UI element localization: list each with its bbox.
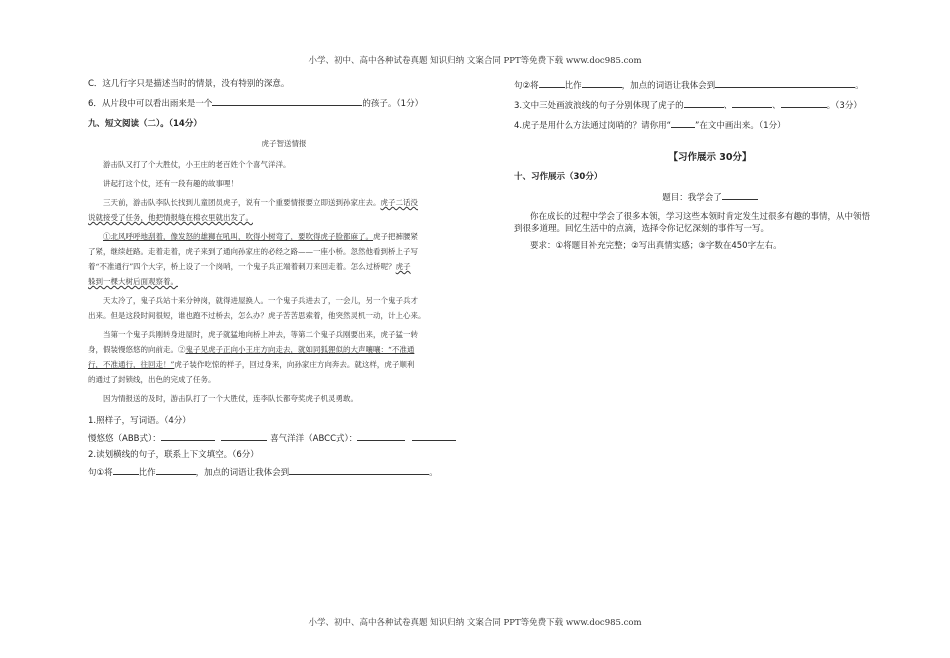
- q4-text: 4.虎子是用什么方法通过岗哨的？请你用“: [514, 121, 672, 131]
- r1-blank-2[interactable]: [582, 78, 622, 88]
- q1-abcc-label: 喜气洋洋（ABCC式）：: [270, 434, 358, 444]
- question-4: [514, 118, 906, 132]
- story-p7: 因为情报送的及时，游击队打了一个大胜仗，连李队长都夸奖虎子机灵勇敢。: [103, 394, 358, 403]
- q6-blank[interactable]: [212, 96, 362, 106]
- p3-wavy: 虎子二话没: [380, 198, 418, 207]
- q2-label-c: ，加点的词语让我体会到: [195, 468, 290, 478]
- q1-blank-1[interactable]: [161, 431, 215, 441]
- page-footer: 小学、初中、高中各种试卷真题 知识归纳 文案合同 PPT等免费下载 www.doc985.com: [308, 618, 642, 628]
- story-p1: 游击队又打了个大胜仗，小王庄的老百姓个个喜气洋洋。: [103, 160, 291, 169]
- r1-label-c: ，加点的词语让我体会到: [621, 81, 716, 91]
- topic-text: 题目：我学会了: [662, 193, 722, 203]
- r1-blank-3[interactable]: [715, 78, 855, 88]
- story-p2: 讲起打这个仗，还有一段有趣的故事哩！: [103, 179, 238, 188]
- sentence-1: ①北风呼呼地刮着，像发怒的雄狮在吼叫，吹得小树弯了，要吹得虎子脸都麻了。: [103, 232, 373, 241]
- r1-period: 。: [855, 81, 864, 91]
- q1-blank-2[interactable]: [221, 431, 267, 441]
- story-p4-line4: [88, 274, 480, 289]
- left-column: [88, 78, 480, 479]
- q1-blank-3[interactable]: [357, 431, 405, 441]
- question-2-line: [88, 465, 480, 479]
- q3-sep-2: 、: [772, 101, 781, 111]
- topic-blank[interactable]: [722, 190, 758, 200]
- section-9-title: 九、短文阅读（二）。（14分）: [88, 119, 202, 129]
- story-p6-line2: [88, 342, 480, 357]
- story-p4: [88, 229, 480, 244]
- q3-text: 3.文中三处画波浪线的句子分别体现了虎子的: [514, 101, 684, 111]
- p3-wavy-cont: 说就接受了任务，他把情报缝在棉衣里就出发了。: [88, 213, 253, 222]
- story-p3-cont: [88, 210, 480, 225]
- story: [88, 136, 480, 406]
- r1-label-a: 句②将: [514, 81, 539, 91]
- p4-text-3: 着“不准通行”四个大字，桥上设了一个岗哨，一个鬼子兵正端着刺刀来回走着。怎么过桥呢？: [88, 262, 396, 271]
- r1-label-b: 比作: [564, 81, 582, 91]
- q2-blank-2[interactable]: [156, 465, 196, 475]
- composition-prompt-1: 你在成长的过程中学会了很多本领，学习这些本领时肯定发生过很多有趣的事情，从中领悟: [530, 212, 871, 222]
- story-p4-line2: 了紧，继续赶路。走着走着，虎子来到了通向孙家庄的必经之路——一座小桥。忽然他看到桥上子写: [88, 247, 418, 256]
- q2-period: 。: [429, 468, 438, 478]
- sentence-2: 鬼子见虎子正向小王庄方向走去，就如同狐狸似的大声嚷嚷：“不准通: [185, 345, 415, 354]
- p6-text-3: 虎子装作吃惊的样子，回过身来，向孙家庄方向奔去。就这样，虎子顺利: [174, 360, 415, 369]
- q2-label-a: 句①将: [88, 468, 113, 478]
- q6-text: 6．从片段中可以看出雨来是一个: [88, 99, 213, 109]
- question-1-line: [88, 431, 480, 445]
- composition-prompt-2: 到很多道理。回忆生活中的点滴，选择令你记忆深刻的事件写一写。: [514, 224, 770, 234]
- q2-label-b: 比作: [138, 468, 156, 478]
- story-p5: 天太冷了，鬼子兵站十来分钟岗，就得进屋换人。一个鬼子兵进去了，一会儿，另一个鬼子兵才: [103, 296, 418, 305]
- q4-score: ”在文中画出来。（1分）: [695, 121, 786, 131]
- composition-topic: [514, 190, 906, 204]
- story-p6-line4: 的通过了封锁线，出色的完成了任务。: [88, 375, 216, 384]
- story-p4-line3: [88, 259, 480, 274]
- question-1-title: 1.照样子，写词语。（4分）: [88, 416, 191, 426]
- composition-requirements: 要求：①将题目补充完整；②写出真情实感；③字数在450字左右。: [530, 241, 782, 251]
- q3-sep-1: 、: [723, 101, 733, 111]
- p4-wavy-cont: 躲到一棵大树后面观察着。: [88, 277, 178, 286]
- q6-score: 的孩子。（1分）: [362, 99, 424, 109]
- question-3: [514, 98, 906, 112]
- q3-score: 。（3分）: [826, 101, 862, 111]
- r1-blank-1[interactable]: [539, 78, 565, 88]
- story-p6-line3: [88, 357, 480, 372]
- story-p6: 当第一个鬼子兵刚转身进屋时，虎子就猛地向桥上冲去，等第二个鬼子兵刚要出来，虎子猛一转: [103, 330, 418, 339]
- story-p3: [88, 195, 480, 210]
- q3-blank-1[interactable]: [684, 98, 724, 108]
- right-column: [514, 78, 906, 252]
- composition-section-header: 【习作展示 30分】: [668, 152, 752, 163]
- story-title: 虎子智送情报: [261, 139, 307, 148]
- q1-blank-4[interactable]: [412, 431, 456, 441]
- sentence-2-cont: 行，不准通行，往回走！”: [88, 360, 175, 369]
- q2-blank-1[interactable]: [113, 465, 139, 475]
- q2-blank-3[interactable]: [289, 465, 429, 475]
- page-header: 小学、初中、高中各种试卷真题 知识归纳 文案合同 PPT等免费下载 www.doc985.com: [308, 56, 642, 66]
- question-2-sentence-2: [514, 78, 906, 92]
- q3-blank-2[interactable]: [732, 98, 772, 108]
- story-p5-line2: 出来。但是这段时间很短，谁也跑不过桥去，怎么办？虎子苦苦思索着，他突然灵机一动，计上心来。: [88, 311, 426, 320]
- p3-text: 三天前，游击队李队长找到儿童团员虎子，说有一个重要情报要立即送到孙家庄去。: [103, 198, 381, 207]
- question-2-title: 2.读划横线的句子，联系上下文填空。（6分）: [88, 450, 259, 460]
- question-6: [88, 96, 480, 110]
- q3-blank-3[interactable]: [781, 98, 827, 108]
- q1-abb-label: 慢悠悠（ABB式）：: [88, 434, 161, 444]
- option-c: C．这几行字只是描述当时的情景，没有特别的深意。: [88, 79, 290, 89]
- p6-text: 身，假装慢悠悠的向前走。②: [88, 345, 186, 354]
- q4-blank[interactable]: [671, 118, 695, 128]
- section-10-title: 十、习作展示（30分）: [514, 172, 603, 182]
- p4-wavy: 虎子: [395, 262, 411, 271]
- p4-text: 虎子把裤腰紧: [373, 232, 418, 241]
